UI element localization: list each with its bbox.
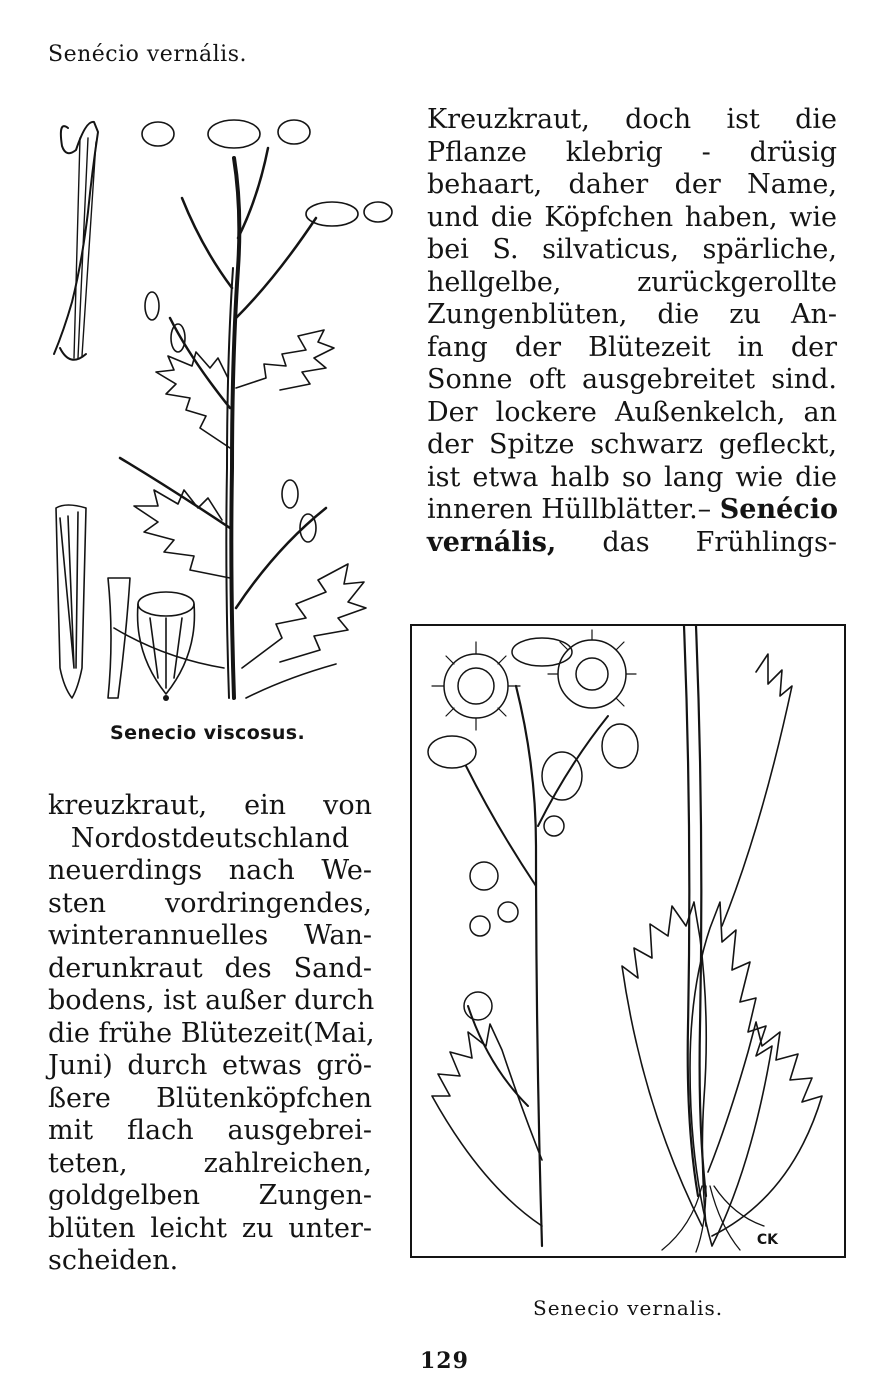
text-line: goldgelben Zungen-: [48, 1180, 372, 1211]
text-line: [427, 494, 837, 527]
senecio-viscosus-illustration: [46, 108, 411, 708]
text-line: winterannuelles Wan-: [48, 920, 372, 951]
text-line: sten vordringendes,: [48, 887, 372, 919]
text-line: Kreuzkraut, doch ist die: [427, 104, 837, 135]
text-line: neuerdings nach We-: [48, 855, 372, 886]
text-line: Nordostdeutschland: [70, 822, 350, 854]
right-text-column: [427, 104, 837, 559]
text-line: ßere Blütenköpfchen: [48, 1082, 372, 1114]
text-line: bei S. silvaticus, spärliche,: [427, 234, 837, 265]
species-name-bold: Senécio: [719, 494, 838, 525]
text-line: Der lockere Außenkelch, an: [427, 396, 837, 428]
text-line: scheiden.: [48, 1245, 179, 1276]
text-line: Juni) durch etwas grö-: [48, 1050, 372, 1081]
caption-senecio-viscosus: Senecio viscosus.: [110, 722, 306, 744]
text-line: Pflanze klebrig - drüsig: [427, 136, 837, 168]
text-line: [427, 527, 837, 560]
page-number: 129: [420, 1348, 469, 1374]
text-fragment: inneren Hüllblätter.–: [427, 494, 712, 525]
left-text-column: [48, 790, 375, 1278]
caption-senecio-vernalis: Senecio vernalis.: [533, 1296, 724, 1320]
text-line: blüten leicht zu unter-: [48, 1212, 372, 1244]
artist-monogram: CK: [756, 1232, 778, 1248]
text-line: ist etwa halb so lang wie die: [427, 461, 837, 493]
senecio-vernalis-illustration: [410, 624, 846, 1258]
text-line: und die Köpfchen haben, wie: [427, 201, 837, 233]
text-line: Sonne oft ausgebreitet sind.: [427, 364, 837, 395]
text-line: behaart, daher der Name,: [427, 169, 837, 200]
text-line: derunkraut des Sand-: [48, 952, 372, 984]
text-line: mit flach ausgebrei-: [48, 1115, 372, 1146]
text-line: der Spitze schwarz gefleckt,: [427, 429, 837, 460]
text-line: bodens, ist außer durch: [48, 985, 375, 1016]
plant-drawing-icon: [46, 108, 411, 708]
species-name-bold: vernális,: [427, 526, 557, 558]
text-line: teten, zahlreichen,: [48, 1147, 372, 1179]
plant-drawing-icon: [412, 626, 843, 1255]
text-line: kreuzkraut, ein von: [48, 790, 372, 821]
text-fragment: das Frühlings-: [602, 526, 837, 558]
text-line: Zungenblüten, die zu An-: [427, 299, 837, 330]
text-line: die frühe Blütezeit(Mai,: [48, 1017, 375, 1049]
page-header: Senécio vernális.: [48, 42, 247, 67]
text-line: hellgelbe, zurückgerollte: [427, 266, 837, 298]
text-line: fang der Blütezeit in der: [427, 331, 837, 363]
